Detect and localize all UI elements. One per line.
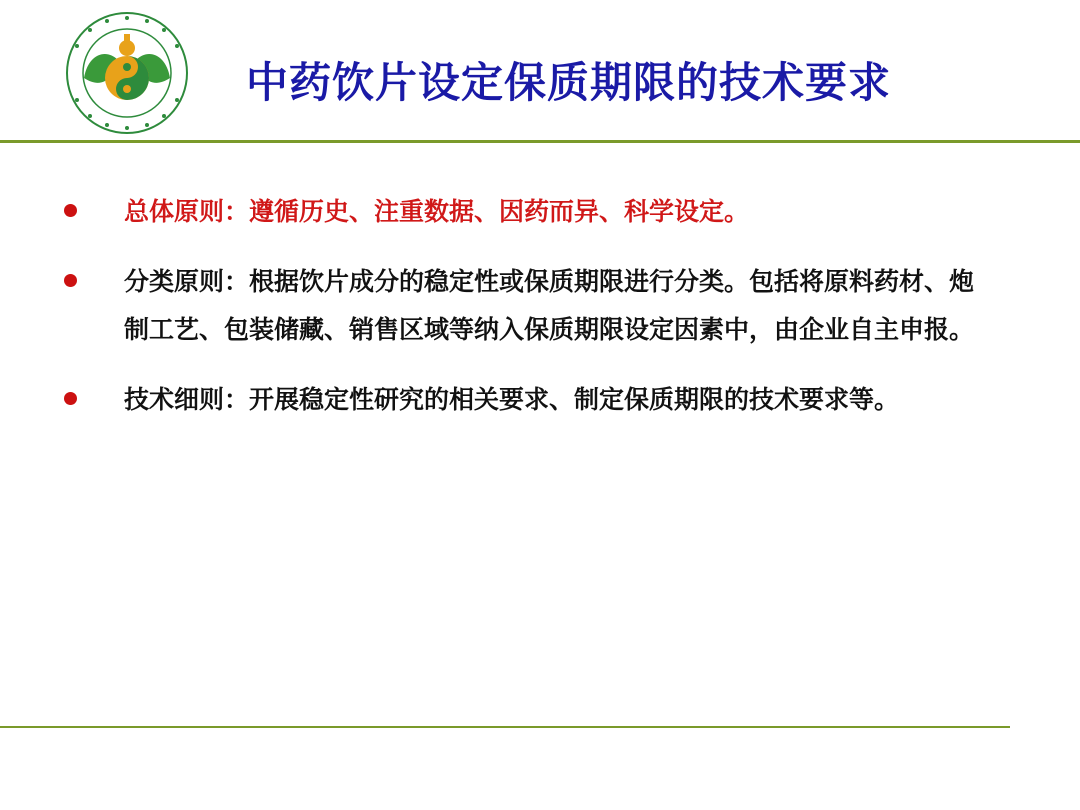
bullet-text: 技术细则：开展稳定性研究的相关要求、制定保质期限的技术要求等。 xyxy=(124,385,900,414)
title-divider xyxy=(0,140,1080,143)
bullet-list xyxy=(64,188,984,446)
yin-yang-leaf-emblem-icon xyxy=(62,8,192,138)
footer-divider xyxy=(0,726,1010,728)
bullet-text: 分类原则：根据饮片成分的稳定性或保质期限进行分类。包括将原料药材、炮制工艺、包装储藏、销售区域等纳入保质期限设定因素中，由企业自主申报。 xyxy=(124,267,975,344)
bullet-dot-icon xyxy=(64,274,77,287)
institute-logo xyxy=(62,8,192,138)
bullet-dot-icon xyxy=(64,204,77,217)
bullet-dot-icon xyxy=(64,392,77,405)
bullet-item-general-principle xyxy=(64,188,984,236)
bullet-item-classification-principle xyxy=(64,258,984,354)
slide-title: 中药饮片设定保质期限的技术要求 xyxy=(246,58,892,107)
bullet-text: 总体原则：遵循历史、注重数据、因药而异、科学设定。 xyxy=(124,197,750,226)
bullet-item-technical-details xyxy=(64,376,984,424)
